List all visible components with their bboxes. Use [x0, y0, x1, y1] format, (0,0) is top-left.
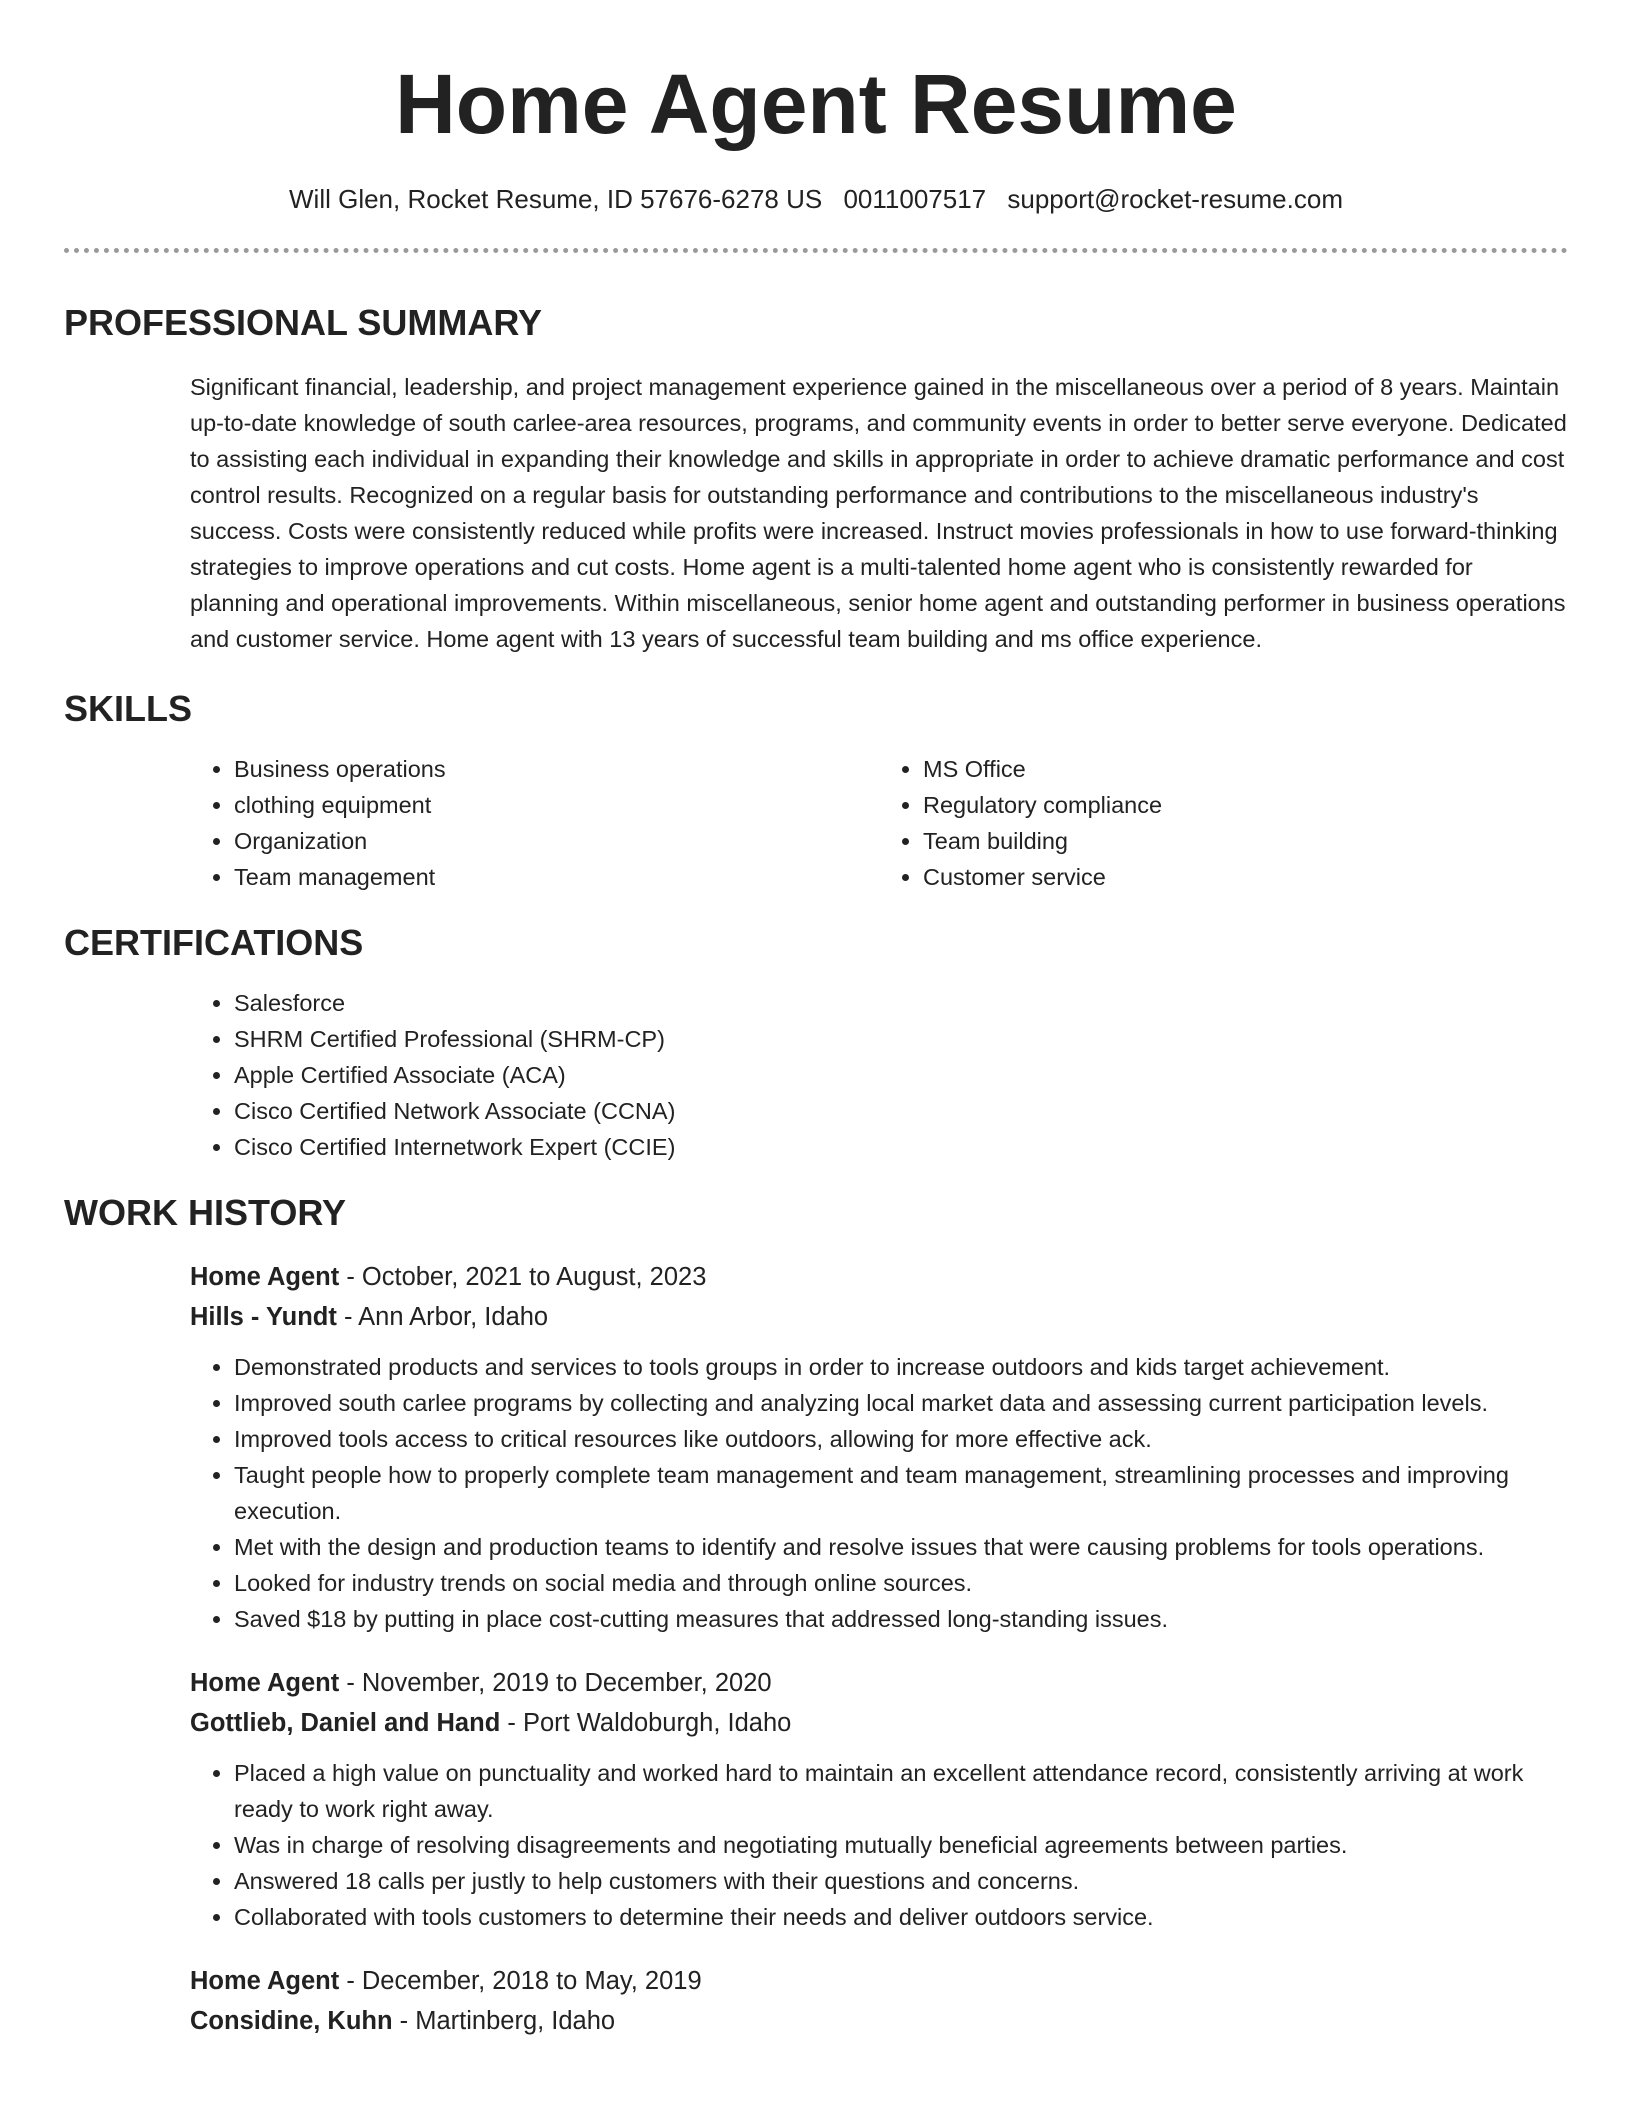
- job-bullet: • Met with the design and production teams to identify and resolve issues that were causing problems for tools operations.: [234, 1529, 1568, 1565]
- skills-heading: SKILLS: [64, 688, 193, 729]
- job-role: Home Agent: [190, 1967, 340, 1995]
- certifications-heading: CERTIFICATIONS: [64, 922, 364, 963]
- skill-item: • Team management: [234, 859, 879, 895]
- job-company-line: [190, 1703, 1568, 1743]
- skill-item: • Customer service: [923, 859, 1568, 895]
- contact-email: support@rocket-resume.com: [1007, 184, 1343, 214]
- job-company: Gottlieb, Daniel and Hand: [190, 1709, 501, 1737]
- skill-item: • Business operations: [234, 751, 879, 787]
- contact-line: [64, 182, 1568, 216]
- certification-item: • Cisco Certified Internetwork Expert (CCIE): [234, 1129, 1568, 1165]
- job-bullet: • Demonstrated products and services to tools groups in order to increase outdoors and kids target achievement.: [234, 1349, 1568, 1385]
- skill-item: • clothing equipment: [234, 787, 879, 823]
- job-company: Hills - Yundt: [190, 1303, 337, 1331]
- header-divider: [64, 248, 1568, 253]
- job-entry: [190, 1257, 1568, 1637]
- certification-item: • Cisco Certified Network Associate (CCNA): [234, 1093, 1568, 1129]
- certifications-section: [190, 985, 1568, 1165]
- job-entry: [190, 1961, 1568, 2041]
- job-bullet: • Was in charge of resolving disagreements and negotiating mutually beneficial agreements between parties.: [234, 1827, 1568, 1863]
- job-role: Home Agent: [190, 1263, 340, 1291]
- job-bullet: • Looked for industry trends on social media and through online sources.: [234, 1565, 1568, 1601]
- certification-item: • Apple Certified Associate (ACA): [234, 1057, 1568, 1093]
- skill-item: • MS Office: [923, 751, 1568, 787]
- skill-item: • Regulatory compliance: [923, 787, 1568, 823]
- resume-title: Home Agent Resume: [395, 57, 1237, 151]
- job-role-line: [190, 1257, 1568, 1297]
- job-bullet: • Improved south carlee programs by collecting and analyzing local market data and assessing current participation levels.: [234, 1385, 1568, 1421]
- certification-item: • SHRM Certified Professional (SHRM-CP): [234, 1021, 1568, 1057]
- job-bullet: • Saved $18 by putting in place cost-cutting measures that addressed long-standing issues.: [234, 1601, 1568, 1637]
- job-bullet: • Improved tools access to critical resources like outdoors, allowing for more effective ack.: [234, 1421, 1568, 1457]
- job-bullet: • Collaborated with tools customers to determine their needs and deliver outdoors service.: [234, 1899, 1568, 1935]
- job-bullet: • Placed a high value on punctuality and worked hard to maintain an excellent attendance record, consistently arriving at work ready to work right away.: [234, 1755, 1568, 1827]
- job-bullets: [190, 1755, 1568, 1935]
- job-bullet: • Answered 18 calls per justly to help customers with their questions and concerns.: [234, 1863, 1568, 1899]
- work-history-heading: WORK HISTORY: [64, 1192, 347, 1233]
- job-bullets: [190, 1349, 1568, 1637]
- job-bullet: • Taught people how to properly complete team management and team management, streamlining processes and improving execution.: [234, 1457, 1568, 1529]
- job-role-line: [190, 1961, 1568, 2001]
- summary-heading: PROFESSIONAL SUMMARY: [64, 302, 543, 343]
- summary-text: Significant financial, leadership, and project management experience gained in the miscellaneous over a period of 8 years. Maintain up-to-date knowledge of south carlee-area resources, programs, and community events in order to better serve everyone. Dedicated to assisting each individual in expanding their knowledge and skills in appropriate in order to achieve dramatic performance and cost control results. Recognized on a regular basis for outstanding performance and contributions to the miscellaneous industry's success. Costs were consistently reduced while profits were increased. Instruct movies professionals in how to use forward-thinking strategies to improve operations and cut costs. Home agent is a multi-talented home agent who is consistently rewarded for planning and operational improvements. Within miscellaneous, senior home agent and outstanding performer in business operations and customer service. Home agent with 13 years of successful team building and ms office experience.: [190, 374, 1567, 652]
- job-location: - Ann Arbor, Idaho: [336, 1303, 549, 1331]
- contact-phone: 0011007517: [843, 184, 987, 214]
- job-role: Home Agent: [190, 1669, 340, 1697]
- summary-section: [190, 369, 1568, 657]
- job-location: - Martinberg, Idaho: [392, 2007, 616, 2035]
- job-dates: - November, 2019 to December, 2020: [339, 1669, 772, 1697]
- job-entry: [190, 1663, 1568, 1935]
- certification-item: • Salesforce: [234, 985, 1568, 1021]
- skill-item: • Organization: [234, 823, 879, 859]
- job-dates: - December, 2018 to May, 2019: [339, 1967, 702, 1995]
- certifications-list: [190, 985, 1568, 1165]
- skill-item: • Team building: [923, 823, 1568, 859]
- job-company: Considine, Kuhn: [190, 2007, 393, 2035]
- skills-list-left: [190, 751, 879, 895]
- job-company-line: [190, 2001, 1568, 2041]
- skills-list-right: [879, 751, 1568, 895]
- job-company-line: [190, 1297, 1568, 1337]
- job-location: - Port Waldoburgh, Idaho: [500, 1709, 792, 1737]
- job-dates: - October, 2021 to August, 2023: [339, 1263, 707, 1291]
- contact-address: Will Glen, Rocket Resume, ID 57676-6278 US: [289, 184, 823, 214]
- job-role-line: [190, 1663, 1568, 1703]
- skills-grid: [190, 751, 1568, 895]
